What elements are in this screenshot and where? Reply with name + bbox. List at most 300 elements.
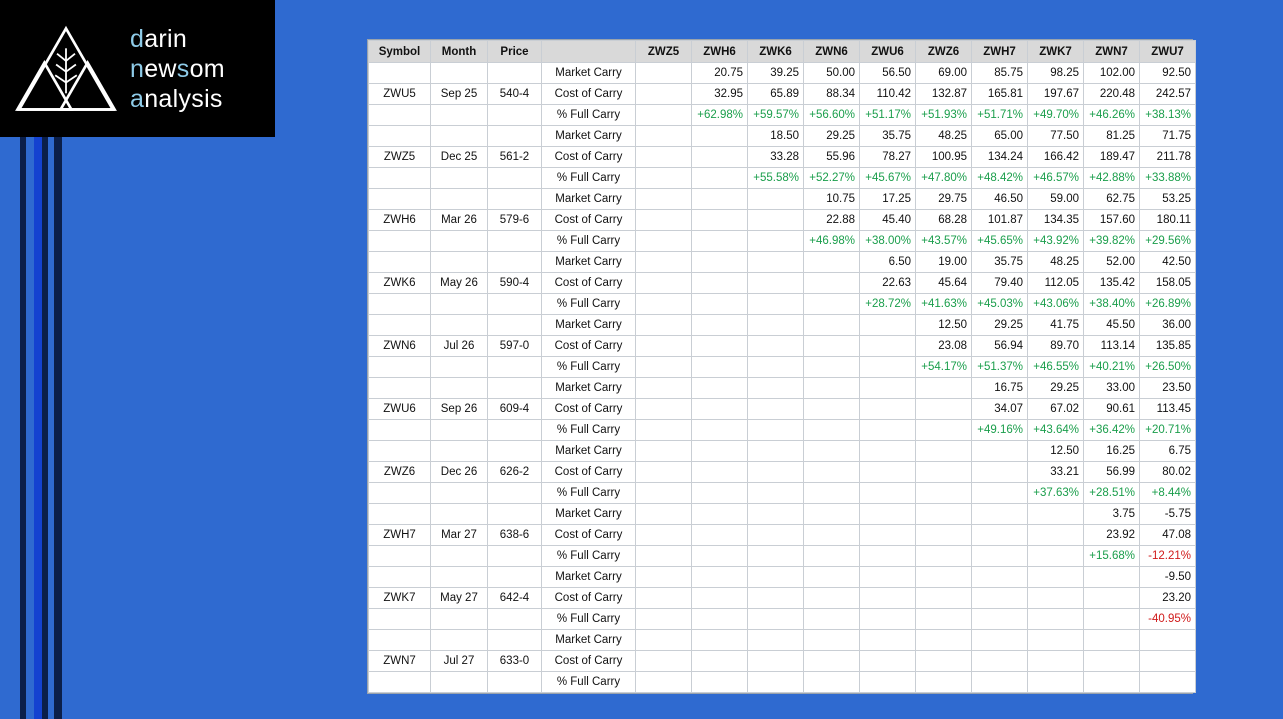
cell-cost-of-carry: 22.63 <box>860 273 916 294</box>
cell-cost-of-carry <box>1140 651 1196 672</box>
cell-full-carry <box>860 609 916 630</box>
cell-month <box>431 315 488 336</box>
cell-market-carry: 62.75 <box>1084 189 1140 210</box>
cell-price <box>488 567 542 588</box>
cell-market-carry: 41.75 <box>1028 315 1084 336</box>
cell-market-carry: 29.75 <box>916 189 972 210</box>
cell-full-carry <box>636 294 692 315</box>
brand-logo-card <box>0 0 275 137</box>
cell-cost-of-carry <box>804 273 860 294</box>
cell-full-carry: +54.17% <box>916 357 972 378</box>
cell-price: 561-2 <box>488 147 542 168</box>
cell-market-carry: 6.75 <box>1140 441 1196 462</box>
cell-full-carry: +46.98% <box>804 231 860 252</box>
cell-cost-of-carry <box>692 651 748 672</box>
cell-full-carry: +51.71% <box>972 105 1028 126</box>
cell-full-carry <box>692 546 748 567</box>
cell-price: 540-4 <box>488 84 542 105</box>
table-row <box>369 441 1196 462</box>
cell-full-carry: +36.42% <box>1084 420 1140 441</box>
cell-cost-of-carry <box>748 588 804 609</box>
cell-month <box>431 504 488 525</box>
table-row <box>369 630 1196 651</box>
cell-symbol <box>369 189 431 210</box>
cell-cost-of-carry <box>636 399 692 420</box>
cell-month <box>431 63 488 84</box>
cell-market-carry: 81.25 <box>1084 126 1140 147</box>
cell-full-carry: +59.57% <box>748 105 804 126</box>
cell-symbol: ZWU5 <box>369 84 431 105</box>
cell-price: 590-4 <box>488 273 542 294</box>
brand-line-2 <box>130 54 225 84</box>
cell-month <box>431 105 488 126</box>
cell-month <box>431 231 488 252</box>
cell-market-carry <box>1028 504 1084 525</box>
column-header-month: Month <box>431 41 488 63</box>
table-row <box>369 168 1196 189</box>
cell-market-carry <box>692 441 748 462</box>
cell-cost-of-carry <box>692 147 748 168</box>
cell-symbol <box>369 546 431 567</box>
cell-cost-of-carry <box>860 462 916 483</box>
cell-full-carry <box>804 672 860 693</box>
cell-cost-of-carry <box>860 399 916 420</box>
cell-market-carry <box>860 441 916 462</box>
cell-month: Dec 26 <box>431 462 488 483</box>
cell-full-carry: +43.06% <box>1028 294 1084 315</box>
cell-full-carry: +37.63% <box>1028 483 1084 504</box>
cell-cost-of-carry <box>860 336 916 357</box>
cell-cost-of-carry <box>636 462 692 483</box>
cell-cost-of-carry <box>972 525 1028 546</box>
cell-row-label: % Full Carry <box>542 546 636 567</box>
table-header-row <box>369 41 1196 63</box>
cell-full-carry <box>636 420 692 441</box>
cell-month: Mar 26 <box>431 210 488 231</box>
column-header-zwk7: ZWK7 <box>1028 41 1084 63</box>
cell-full-carry <box>1028 609 1084 630</box>
cell-cost-of-carry: 88.34 <box>804 84 860 105</box>
cell-price <box>488 315 542 336</box>
table-row <box>369 63 1196 84</box>
cell-row-label: % Full Carry <box>542 420 636 441</box>
cell-market-carry <box>636 315 692 336</box>
cell-market-carry: 12.50 <box>916 315 972 336</box>
cell-full-carry <box>804 294 860 315</box>
cell-cost-of-carry <box>1084 651 1140 672</box>
cell-market-carry <box>860 567 916 588</box>
cell-symbol: ZWZ5 <box>369 147 431 168</box>
cell-price: 642-4 <box>488 588 542 609</box>
cell-market-carry <box>972 630 1028 651</box>
cell-full-carry: +33.88% <box>1140 168 1196 189</box>
cell-cost-of-carry: 189.47 <box>1084 147 1140 168</box>
cell-full-carry: +43.57% <box>916 231 972 252</box>
column-header-zwu6: ZWU6 <box>860 41 916 63</box>
table-row <box>369 546 1196 567</box>
cell-price <box>488 63 542 84</box>
brand-line-2-rest-b: om <box>189 54 225 83</box>
cell-full-carry: +52.27% <box>804 168 860 189</box>
cell-market-carry <box>636 441 692 462</box>
cell-full-carry <box>916 672 972 693</box>
cell-cost-of-carry <box>692 399 748 420</box>
cell-market-carry: 20.75 <box>692 63 748 84</box>
cell-market-carry <box>804 504 860 525</box>
cell-market-carry: 29.25 <box>804 126 860 147</box>
cell-market-carry <box>748 378 804 399</box>
column-header-label <box>542 41 636 63</box>
cell-symbol: ZWN6 <box>369 336 431 357</box>
table-row <box>369 126 1196 147</box>
cell-full-carry <box>1140 672 1196 693</box>
cell-cost-of-carry: 113.14 <box>1084 336 1140 357</box>
cell-market-carry <box>692 567 748 588</box>
cell-symbol <box>369 441 431 462</box>
cell-symbol <box>369 420 431 441</box>
cell-month <box>431 294 488 315</box>
cell-cost-of-carry: 242.57 <box>1140 84 1196 105</box>
cell-cost-of-carry <box>972 651 1028 672</box>
cell-symbol <box>369 231 431 252</box>
cell-price <box>488 546 542 567</box>
table-row <box>369 273 1196 294</box>
cell-cost-of-carry <box>692 273 748 294</box>
cell-row-label: % Full Carry <box>542 105 636 126</box>
column-header-zwz6: ZWZ6 <box>916 41 972 63</box>
cell-full-carry: +28.51% <box>1084 483 1140 504</box>
cell-market-carry <box>860 630 916 651</box>
cell-cost-of-carry: 197.67 <box>1028 84 1084 105</box>
cell-market-carry: 45.50 <box>1084 315 1140 336</box>
cell-row-label: Cost of Carry <box>542 462 636 483</box>
cell-cost-of-carry <box>748 210 804 231</box>
cell-symbol <box>369 672 431 693</box>
cell-market-carry <box>692 126 748 147</box>
table-row <box>369 315 1196 336</box>
cell-symbol <box>369 609 431 630</box>
cell-cost-of-carry: 100.95 <box>916 147 972 168</box>
cell-full-carry <box>916 483 972 504</box>
cell-market-carry: 69.00 <box>916 63 972 84</box>
cell-cost-of-carry: 89.70 <box>1028 336 1084 357</box>
cell-month: May 26 <box>431 273 488 294</box>
cell-price: 633-0 <box>488 651 542 672</box>
cell-cost-of-carry <box>860 525 916 546</box>
cell-full-carry <box>692 483 748 504</box>
cell-row-label: Cost of Carry <box>542 399 636 420</box>
column-header-zwz5: ZWZ5 <box>636 41 692 63</box>
cell-cost-of-carry: 65.89 <box>748 84 804 105</box>
cell-cost-of-carry <box>748 273 804 294</box>
cell-market-carry: 77.50 <box>1028 126 1084 147</box>
cell-full-carry <box>1028 546 1084 567</box>
cell-market-carry <box>748 567 804 588</box>
cell-cost-of-carry <box>636 651 692 672</box>
cell-market-carry <box>748 630 804 651</box>
cell-symbol <box>369 126 431 147</box>
cell-month <box>431 126 488 147</box>
cell-full-carry <box>972 609 1028 630</box>
column-header-zwh6: ZWH6 <box>692 41 748 63</box>
cell-symbol: ZWH6 <box>369 210 431 231</box>
cell-cost-of-carry <box>804 462 860 483</box>
cell-full-carry <box>636 609 692 630</box>
cell-market-carry <box>1084 567 1140 588</box>
cell-market-carry: 48.25 <box>1028 252 1084 273</box>
cell-full-carry <box>916 609 972 630</box>
cell-row-label: Market Carry <box>542 378 636 399</box>
cell-cost-of-carry: 180.11 <box>1140 210 1196 231</box>
cell-row-label: Market Carry <box>542 630 636 651</box>
cell-full-carry <box>972 483 1028 504</box>
cell-market-carry: 29.25 <box>1028 378 1084 399</box>
cell-full-carry <box>748 357 804 378</box>
cell-cost-of-carry <box>972 588 1028 609</box>
cell-market-carry <box>636 378 692 399</box>
carry-table-panel <box>367 39 1193 694</box>
cell-cost-of-carry: 32.95 <box>692 84 748 105</box>
cell-full-carry: +8.44% <box>1140 483 1196 504</box>
cell-market-carry <box>748 504 804 525</box>
cell-row-label: % Full Carry <box>542 483 636 504</box>
brand-line-1-accent: d <box>130 24 145 53</box>
cell-cost-of-carry <box>916 525 972 546</box>
cell-market-carry <box>636 189 692 210</box>
cell-price <box>488 126 542 147</box>
cell-cost-of-carry <box>860 651 916 672</box>
cell-market-carry <box>804 630 860 651</box>
cell-full-carry: +38.00% <box>860 231 916 252</box>
cell-full-carry <box>748 294 804 315</box>
cell-full-carry <box>692 609 748 630</box>
brand-line-1-rest: arin <box>144 24 188 53</box>
cell-cost-of-carry: 211.78 <box>1140 147 1196 168</box>
cell-price: 626-2 <box>488 462 542 483</box>
table-row <box>369 294 1196 315</box>
cell-market-carry <box>748 315 804 336</box>
cell-full-carry <box>860 546 916 567</box>
cell-market-carry: 85.75 <box>972 63 1028 84</box>
cell-symbol <box>369 252 431 273</box>
table-row <box>369 105 1196 126</box>
cell-symbol: ZWK6 <box>369 273 431 294</box>
cell-market-carry <box>972 504 1028 525</box>
cell-full-carry: +62.98% <box>692 105 748 126</box>
cell-row-label: Market Carry <box>542 189 636 210</box>
cell-market-carry <box>636 126 692 147</box>
cell-full-carry <box>1084 672 1140 693</box>
cell-cost-of-carry: 34.07 <box>972 399 1028 420</box>
cell-symbol <box>369 315 431 336</box>
cell-full-carry: +45.03% <box>972 294 1028 315</box>
cell-market-carry <box>972 441 1028 462</box>
brand-line-2-rest-a: ew <box>144 54 177 83</box>
cell-market-carry <box>916 378 972 399</box>
cell-cost-of-carry <box>972 462 1028 483</box>
cell-market-carry: 98.25 <box>1028 63 1084 84</box>
cell-price: 597-0 <box>488 336 542 357</box>
cell-market-carry <box>692 630 748 651</box>
cell-full-carry <box>748 546 804 567</box>
cell-full-carry <box>692 420 748 441</box>
cell-market-carry: 42.50 <box>1140 252 1196 273</box>
cell-row-label: % Full Carry <box>542 231 636 252</box>
cell-cost-of-carry: 23.08 <box>916 336 972 357</box>
cell-full-carry: +41.63% <box>916 294 972 315</box>
cell-month: Jul 26 <box>431 336 488 357</box>
cell-row-label: Cost of Carry <box>542 147 636 168</box>
cell-symbol <box>369 504 431 525</box>
cell-full-carry: +40.21% <box>1084 357 1140 378</box>
cell-full-carry <box>804 546 860 567</box>
table-row <box>369 147 1196 168</box>
cell-cost-of-carry <box>1084 588 1140 609</box>
cell-full-carry <box>1084 609 1140 630</box>
cell-cost-of-carry: 47.08 <box>1140 525 1196 546</box>
cell-full-carry <box>1028 672 1084 693</box>
cell-row-label: Cost of Carry <box>542 525 636 546</box>
cell-market-carry: 16.25 <box>1084 441 1140 462</box>
cell-cost-of-carry: 79.40 <box>972 273 1028 294</box>
cell-full-carry: +43.92% <box>1028 231 1084 252</box>
cell-market-carry: 12.50 <box>1028 441 1084 462</box>
cell-full-carry <box>636 168 692 189</box>
cell-cost-of-carry: 113.45 <box>1140 399 1196 420</box>
cell-full-carry <box>692 231 748 252</box>
cell-symbol <box>369 294 431 315</box>
cell-market-carry <box>636 252 692 273</box>
cell-cost-of-carry <box>692 525 748 546</box>
cell-full-carry <box>692 168 748 189</box>
table-row <box>369 483 1196 504</box>
cell-full-carry <box>860 420 916 441</box>
cell-cost-of-carry <box>916 588 972 609</box>
cell-full-carry <box>748 420 804 441</box>
table-row <box>369 231 1196 252</box>
cell-cost-of-carry: 158.05 <box>1140 273 1196 294</box>
cell-full-carry: -12.21% <box>1140 546 1196 567</box>
cell-market-carry <box>636 567 692 588</box>
cell-full-carry <box>692 294 748 315</box>
cell-row-label: Market Carry <box>542 504 636 525</box>
cell-market-carry <box>1140 630 1196 651</box>
cell-full-carry <box>636 483 692 504</box>
cell-cost-of-carry <box>916 399 972 420</box>
cell-cost-of-carry <box>804 588 860 609</box>
cell-cost-of-carry: 55.96 <box>804 147 860 168</box>
cell-cost-of-carry <box>748 462 804 483</box>
cell-market-carry <box>916 630 972 651</box>
cell-market-carry <box>860 378 916 399</box>
table-row <box>369 189 1196 210</box>
cell-market-carry <box>804 378 860 399</box>
table-row <box>369 357 1196 378</box>
cell-market-carry: 33.00 <box>1084 378 1140 399</box>
cell-market-carry <box>636 63 692 84</box>
cell-full-carry <box>748 231 804 252</box>
brand-wordmark <box>130 24 225 114</box>
cell-row-label: Cost of Carry <box>542 588 636 609</box>
cell-full-carry <box>916 420 972 441</box>
cell-cost-of-carry <box>636 336 692 357</box>
cell-month: Jul 27 <box>431 651 488 672</box>
cell-cost-of-carry <box>748 399 804 420</box>
cell-market-carry: 18.50 <box>748 126 804 147</box>
table-row <box>369 609 1196 630</box>
cell-symbol: ZWH7 <box>369 525 431 546</box>
cell-cost-of-carry <box>860 588 916 609</box>
cell-full-carry: +51.93% <box>916 105 972 126</box>
cell-symbol <box>369 630 431 651</box>
cell-market-carry <box>748 252 804 273</box>
cell-market-carry <box>972 567 1028 588</box>
cell-cost-of-carry <box>748 336 804 357</box>
table-row <box>369 420 1196 441</box>
cell-cost-of-carry: 56.99 <box>1084 462 1140 483</box>
cell-market-carry: 48.25 <box>916 126 972 147</box>
cell-market-carry <box>804 567 860 588</box>
cell-month <box>431 168 488 189</box>
cell-market-carry: 46.50 <box>972 189 1028 210</box>
cell-cost-of-carry: 134.24 <box>972 147 1028 168</box>
cell-cost-of-carry: 135.85 <box>1140 336 1196 357</box>
table-row <box>369 84 1196 105</box>
brand-line-3-accent: a <box>130 84 145 113</box>
cell-cost-of-carry <box>1028 651 1084 672</box>
cell-cost-of-carry <box>692 336 748 357</box>
cell-row-label: Cost of Carry <box>542 210 636 231</box>
cell-price <box>488 420 542 441</box>
cell-cost-of-carry: 23.92 <box>1084 525 1140 546</box>
cell-cost-of-carry: 33.21 <box>1028 462 1084 483</box>
cell-month <box>431 378 488 399</box>
cell-month: May 27 <box>431 588 488 609</box>
cell-market-carry <box>692 504 748 525</box>
cell-cost-of-carry: 166.42 <box>1028 147 1084 168</box>
cell-price <box>488 105 542 126</box>
cell-full-carry: +43.64% <box>1028 420 1084 441</box>
cell-month <box>431 672 488 693</box>
table-row <box>369 399 1196 420</box>
cell-cost-of-carry <box>636 210 692 231</box>
cell-month <box>431 357 488 378</box>
cell-cost-of-carry: 23.20 <box>1140 588 1196 609</box>
column-header-price: Price <box>488 41 542 63</box>
column-header-zwn7: ZWN7 <box>1084 41 1140 63</box>
cell-market-carry <box>636 630 692 651</box>
cell-market-carry: 59.00 <box>1028 189 1084 210</box>
cell-cost-of-carry <box>636 84 692 105</box>
cell-market-carry: 3.75 <box>1084 504 1140 525</box>
cell-row-label: Cost of Carry <box>542 273 636 294</box>
cell-month <box>431 630 488 651</box>
cell-cost-of-carry: 67.02 <box>1028 399 1084 420</box>
cell-row-label: Market Carry <box>542 315 636 336</box>
cell-market-carry: 102.00 <box>1084 63 1140 84</box>
cell-full-carry <box>748 609 804 630</box>
cell-cost-of-carry: 80.02 <box>1140 462 1196 483</box>
cell-month <box>431 567 488 588</box>
cell-month <box>431 420 488 441</box>
cell-full-carry: +51.17% <box>860 105 916 126</box>
cell-cost-of-carry: 132.87 <box>916 84 972 105</box>
cell-price: 638-6 <box>488 525 542 546</box>
cell-cost-of-carry <box>804 651 860 672</box>
cell-cost-of-carry <box>692 462 748 483</box>
cell-full-carry <box>860 672 916 693</box>
cell-cost-of-carry <box>804 399 860 420</box>
